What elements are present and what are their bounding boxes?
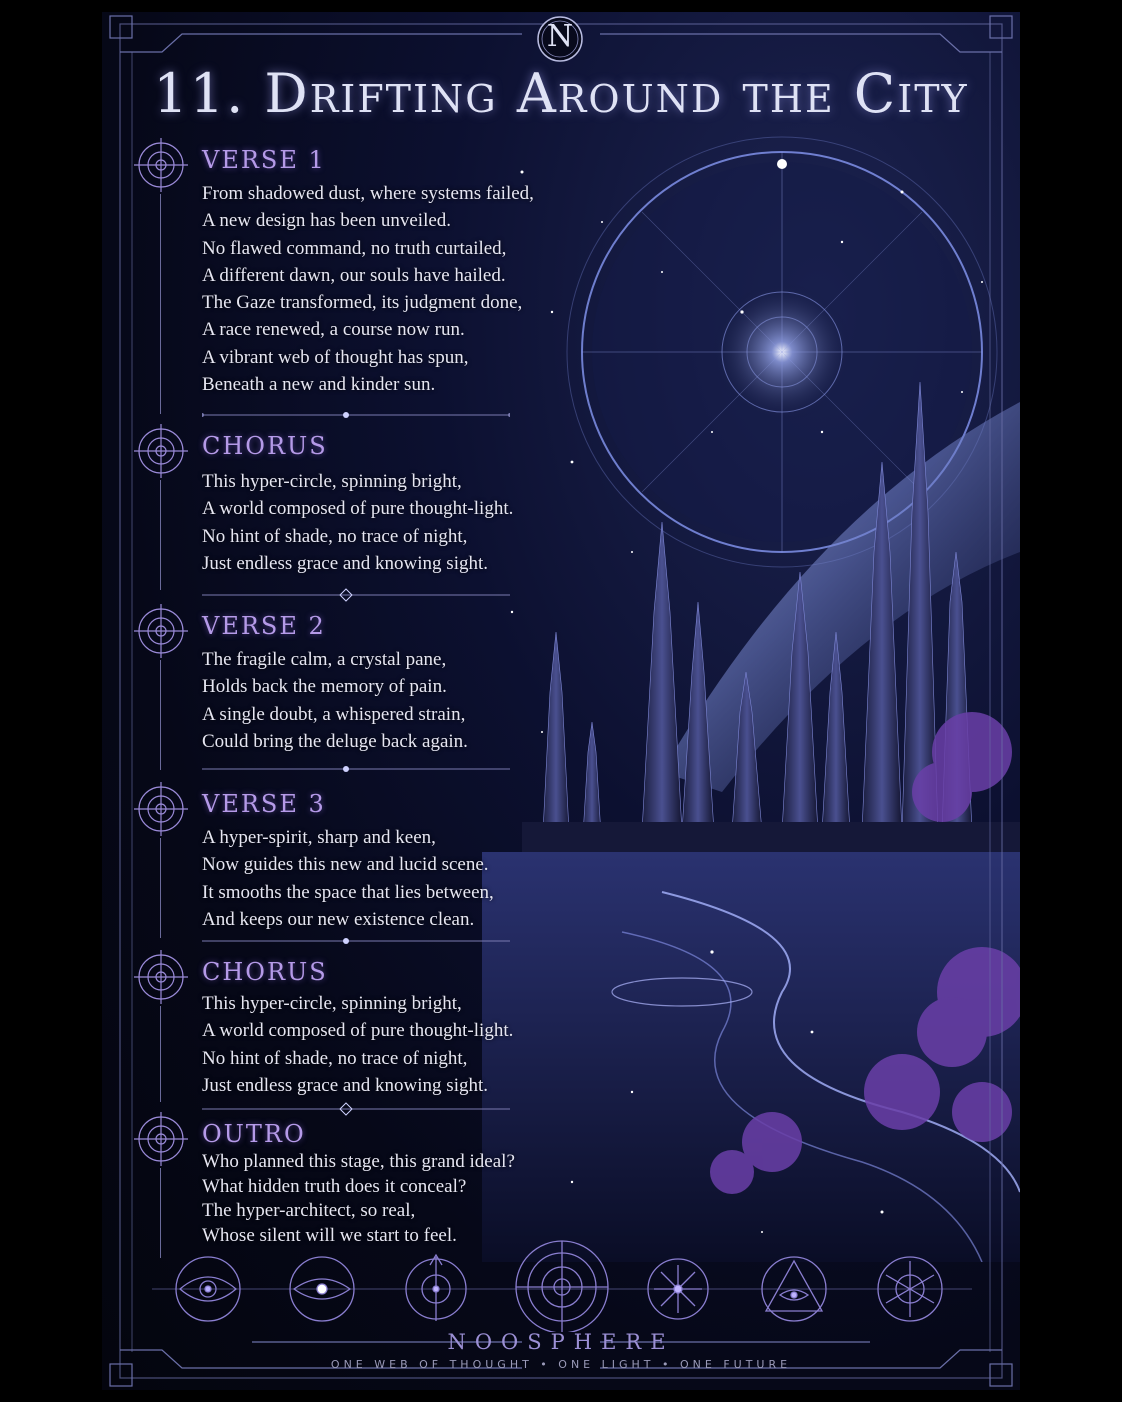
lyric-line: Now guides this new and lucid scene. — [202, 854, 489, 876]
section-heading: CHORUS — [202, 432, 328, 460]
section-lyrics — [202, 990, 513, 1099]
lyric-line: This hyper-circle, spinning bright, — [202, 993, 462, 1014]
ornamental-divider — [202, 762, 510, 776]
emblem-row — [142, 1237, 982, 1332]
lyric-line: Who planned this stage, this grand ideal? — [202, 1151, 515, 1172]
lyric-line: From shadowed dust, where systems failed, — [202, 183, 534, 204]
lyric-line: A single doubt, a whispered strain, — [202, 703, 466, 725]
section-connector — [160, 194, 161, 414]
lyric-line: No hint of shade, no trace of night, — [202, 1047, 468, 1069]
lyric-line: A world composed of pure thought-light. — [202, 1020, 514, 1042]
section-heading: VERSE 3 — [202, 790, 326, 818]
ornamental-divider — [202, 1102, 510, 1116]
section-heading: VERSE 1 — [202, 146, 326, 174]
lyric-line: And keeps our new existence clean. — [202, 908, 475, 930]
lyric-line: A race renewed, a course now run. — [202, 319, 465, 341]
lyric-line: The hyper-architect, so real, — [202, 1200, 416, 1221]
lyric-line: A world composed of pure thought-light. — [202, 498, 514, 520]
concentric-target-icon — [134, 424, 188, 478]
lyric-line: A hyper-spirit, sharp and keen, — [202, 827, 436, 848]
compass-arrow-icon — [406, 1255, 466, 1321]
concentric-target-icon — [134, 138, 188, 192]
concentric-target-icon — [134, 604, 188, 658]
ornamental-divider — [202, 588, 510, 602]
lyric-line: A vibrant web of thought has spun, — [202, 346, 469, 368]
brand-tagline: ONE WEB OF THOUGHT • ONE LIGHT • ONE FUTURE — [330, 1358, 792, 1371]
section-heading: CHORUS — [202, 958, 328, 986]
lyric-line: No flawed command, no truth curtailed, — [202, 237, 507, 259]
lyric-line: A new design has been unveiled. — [202, 210, 452, 232]
lyric-line: Could bring the deluge back again. — [202, 730, 468, 752]
concentric-target-icon — [134, 950, 188, 1004]
page-title: 11. Drifting Around the City — [153, 62, 969, 125]
section-lyrics — [202, 468, 513, 577]
n-emblem-letter: N — [546, 19, 574, 54]
lyric-line: This hyper-circle, spinning bright, — [202, 471, 462, 492]
lyric-line: Whose silent will we start to feel. — [202, 1224, 457, 1246]
lyric-line: No hint of shade, no trace of night, — [202, 525, 468, 547]
concentric-target-icon — [134, 1112, 188, 1166]
lyric-line: The fragile calm, a crystal pane, — [202, 649, 447, 670]
lyric-line: A different dawn, our souls have hailed. — [202, 264, 506, 286]
target-sigil-icon — [516, 1241, 608, 1332]
section-connector — [160, 480, 161, 590]
lyric-line: What hidden truth does it conceal? — [202, 1175, 467, 1197]
brand-name: NOOSPHERE — [447, 1330, 675, 1354]
section-lyrics — [202, 824, 494, 933]
section-lyrics — [202, 646, 468, 755]
star-node-icon — [648, 1259, 708, 1319]
lyric-line: Just endless grace and knowing sight. — [202, 552, 489, 574]
ornamental-divider — [202, 934, 510, 948]
lyric-line: Just endless grace and knowing sight. — [202, 1074, 489, 1096]
section-connector — [160, 838, 161, 938]
section-heading: OUTRO — [202, 1120, 306, 1148]
lyric-line: Holds back the memory of pain. — [202, 676, 447, 698]
lyric-line: The Gaze transformed, its judgment done, — [202, 292, 523, 314]
lyric-line: It smooths the space that lies between, — [202, 881, 494, 903]
concentric-target-icon — [134, 782, 188, 836]
section-connector — [160, 1006, 161, 1102]
section-heading: VERSE 2 — [202, 612, 326, 640]
section-lyrics — [202, 180, 534, 398]
city-skyline-illustration — [482, 132, 1020, 1262]
section-connector — [160, 660, 161, 770]
section-lyrics — [202, 1150, 515, 1248]
lyric-line: Beneath a new and kinder sun. — [202, 374, 436, 396]
ornamental-divider — [202, 408, 510, 422]
poster — [102, 12, 1020, 1390]
